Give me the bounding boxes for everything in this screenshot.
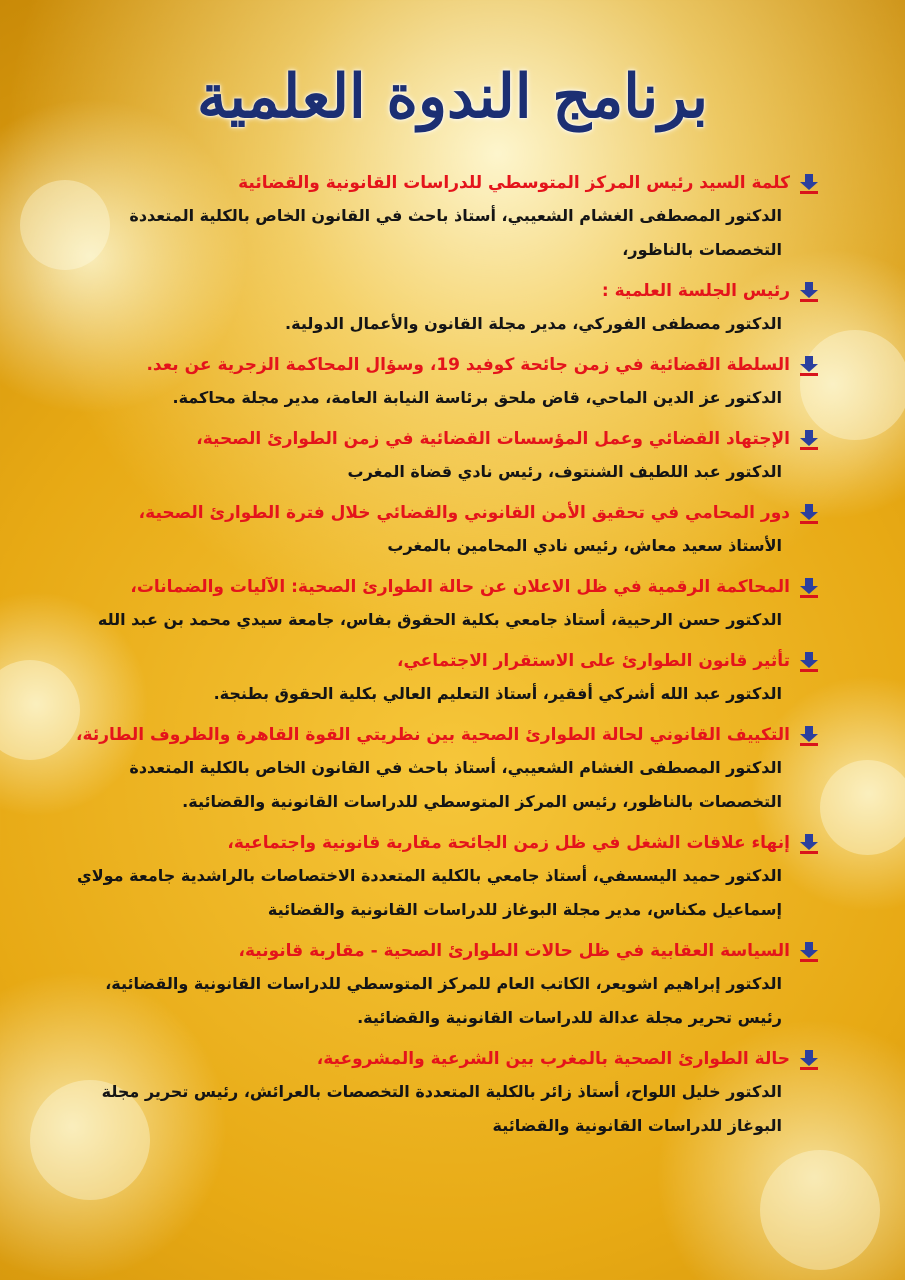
- item-heading: السياسة العقابية في ظل حالات الطوارئ الصحية - مقاربة قانونية،: [238, 941, 790, 961]
- program-item: [60, 168, 818, 267]
- arrow-bullet-icon: [800, 942, 818, 962]
- arrow-bullet-icon: [800, 834, 818, 854]
- item-heading: التكييف القانوني لحالة الطوارئ الصحية بين نظريتي القوة القاهرة والظروف الطارئة،: [76, 725, 790, 745]
- item-speaker: الدكتور عز الدين الماحي، قاض ملحق برئاسة النيابة العامة، مدير مجلة محاكمة.: [172, 388, 782, 407]
- bokeh-light: [820, 760, 905, 855]
- item-heading: حالة الطوارئ الصحية بالمغرب بين الشرعية والمشروعية،: [316, 1049, 790, 1069]
- program-item: [60, 424, 818, 489]
- item-heading: السلطة القضائية في زمن جائحة كوفيد 19، وسؤال المحاكمة الزجرية عن بعد.: [146, 355, 790, 375]
- item-speaker: الدكتور مصطفى الفوركي، مدير مجلة القانون والأعمال الدولية.: [285, 314, 782, 333]
- program-item: [60, 498, 818, 563]
- arrow-bullet-icon: [800, 356, 818, 376]
- item-speaker: الدكتور عبد الله أشركي أفقير، أستاذ التعليم العالي بكلية الحقوق بطنجة.: [213, 684, 782, 703]
- arrow-bullet-icon: [800, 430, 818, 450]
- item-speaker: الدكتور المصطفى الغشام الشعيبي، أستاذ باحث في القانون الخاص بالكلية المتعددة التخصصات بالناظور،: [129, 206, 782, 259]
- item-heading: كلمة السيد رئيس المركز المتوسطي للدراسات القانونية والقضائية: [238, 173, 790, 193]
- page-title: برنامج الندوة العلمية: [196, 62, 709, 132]
- program-item: [60, 1044, 818, 1143]
- item-heading: دور المحامي في تحقيق الأمن القانوني والقضائي خلال فترة الطوارئ الصحية،: [138, 503, 790, 523]
- item-speaker: الدكتور المصطفى الغشام الشعيبي، أستاذ باحث في القانون الخاص بالكلية المتعددة التخصصات بالناظور، رئيس المركز المتوسطي للدراسات القانونية والقضائية.: [129, 758, 782, 811]
- item-heading: تأثير قانون الطوارئ على الاستقرار الاجتماعي،: [397, 651, 790, 671]
- item-speaker: الدكتور إبراهيم اشويعر، الكاتب العام للمركز المتوسطي للدراسات القانونية والقضائية، رئيس تحرير مجلة عدالة للدراسات القانونية والقضائية.: [105, 974, 782, 1027]
- program-list: [60, 168, 818, 1152]
- arrow-bullet-icon: [800, 578, 818, 598]
- item-heading: الإجتهاد القضائي وعمل المؤسسات القضائية في زمن الطوارئ الصحية،: [196, 429, 790, 449]
- item-speaker: الدكتور حسن الرحيية، أستاذ جامعي بكلية الحقوق بفاس، جامعة سيدي محمد بن عبد الله: [97, 610, 782, 629]
- program-item: [60, 350, 818, 415]
- arrow-bullet-icon: [800, 726, 818, 746]
- item-heading: رئيس الجلسة العلمية :: [601, 281, 790, 301]
- program-item: [60, 572, 818, 637]
- program-item: [60, 276, 818, 341]
- item-speaker: الدكتور حميد اليسسفي، أستاذ جامعي بالكلية المتعددة الاختصاصات بالراشدية جامعة مولاي إسماعيل مكناس، مدير مجلة البوغاز للدراسات القانونية والقضائية: [77, 866, 782, 919]
- item-speaker: الدكتور عبد اللطيف الشنتوف، رئيس نادي قضاة المغرب: [347, 462, 782, 481]
- program-item: [60, 646, 818, 711]
- arrow-bullet-icon: [800, 282, 818, 302]
- bokeh-light: [760, 1150, 880, 1270]
- item-heading: إنهاء علاقات الشغل في ظل زمن الجائحة مقاربة قانونية واجتماعية،: [227, 833, 790, 853]
- program-item: [60, 828, 818, 927]
- item-speaker: الدكتور خليل اللواح، أستاذ زائر بالكلية المتعددة التخصصات بالعرائش، رئيس تحرير مجلة البوغاز للدراسات القانونية والقضائية: [101, 1082, 782, 1135]
- program-item: [60, 936, 818, 1035]
- program-item: [60, 720, 818, 819]
- arrow-bullet-icon: [800, 504, 818, 524]
- item-heading: المحاكمة الرقمية في ظل الاعلان عن حالة الطوارئ الصحية: الآليات والضمانات،: [130, 577, 790, 597]
- arrow-bullet-icon: [800, 652, 818, 672]
- arrow-bullet-icon: [800, 1050, 818, 1070]
- arrow-bullet-icon: [800, 174, 818, 194]
- item-speaker: الأستاذ سعيد معاش، رئيس نادي المحامين بالمغرب: [387, 536, 782, 555]
